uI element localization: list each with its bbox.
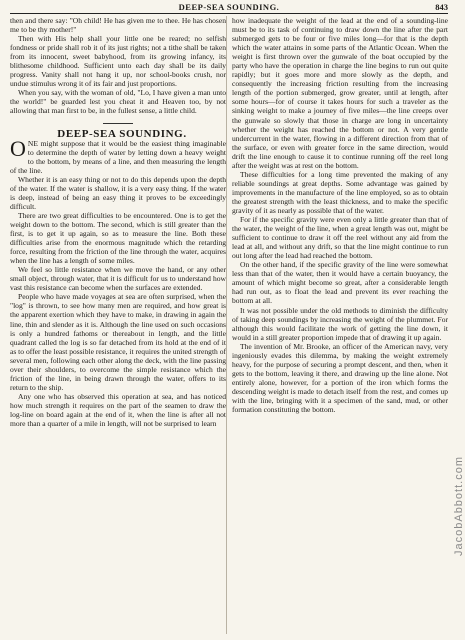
section-title: DEEP-SEA SOUNDING. (57, 127, 187, 140)
section-first-paragraph (10, 135, 226, 175)
paragraph: On the other hand, if the specific gravity of the line were somewhat less than that of the water, then it would have a certain buoyancy, the amount of which might become so great, after a considerable length had run out, as to float the lead and prevent its ever reaching the bottom at all. (232, 260, 448, 306)
paragraph: Whether it is an easy thing or not to do this depends upon the depth of the water. If the water is shallow, it is a very easy thing. If the water is deep, instead of being an easy thing it proves to be exceedingly difficult. (10, 174, 226, 211)
section-first-text: NE might suppose that it would be the easiest thing imaginable to determine the depth of water by letting down a heavy weight to the bottom, by means of a line, and then measuring the length of the line. (10, 138, 226, 175)
column-divider (226, 16, 227, 634)
paragraph: The invention of Mr. Brooke, an officer of the American navy, very ingeniously evades this dilemma, by making the weight extremely heavy, for the purpose of securing a prompt descent, and then, when it gets to the bottom, leaving it there, and drawing up the line alone. Not entirely alone, however, for a portion of the iron which forms the descending weight is made to detach itself from the rest, and comes up with the line, bringing with it a specimen of the sand, mud, or other formation constituting the bottom. (232, 341, 448, 415)
paragraph: There are two great difficulties to be encountered. One is to get the weight down to the bottom. The second, which is still greater than the first, is to get it up again, so as to measure the line. Both these difficulties arise from the enormous magnitude which the retarding force, resulting from the friction of the line through the water, acquires when the line has a length of some miles. (10, 210, 226, 266)
paragraph: For if the specific gravity were even only a little greater than that of the water, the weight of the line, when a great length was out, might be sufficient to continue to draw it off the reel without any aid from the lead at all, and without any drift, so that the line might continue to run out long after the lead had reached the bottom. (232, 215, 448, 261)
left-column (10, 16, 226, 634)
right-column (232, 16, 448, 634)
paragraph: People who have made voyages at sea are often surprised, when the "log" is thrown, to see how many men are required, and how great is the apparent exertion which they have to make, in drawing in again the line, thin and slender as it is. Although the line used on such occasions is only a hundred fathoms or thereabout in length, and the little quadrant called the log is so far detached from its hold at the end of it as to offer the least possible resistance, it requires the united strength of several men, following each other along the deck, with the line passing over their shoulders, to overcome the simple resistance which the friction of the line, in being drawn through the water, offers to its return to the ship. (10, 292, 226, 392)
section-separator (103, 123, 133, 124)
header-rule (10, 13, 448, 14)
paragraph: These difficulties for a long time prevented the making of any reliable soundings at great depths. Some advantage was gained by improvements in the manufacture of the line employed, so as to obtain the greatest strength with the least thickness, and to make the specific gravity of it as nearly as possible that of the water. (232, 169, 448, 215)
watermark (449, 390, 465, 630)
paragraph: When you say, with the woman of old, "Lo, I have given a man unto the world!" be guarded lest you cheat it and Heaven too, by not allowing that man first to be, in the fullest sense, a little child. (10, 88, 226, 116)
paragraph: It was not possible under the old methods to diminish the difficulty of taking deep soundings by increasing the weight of the plummet. For although this would facilitate the work of getting the line down, it would in a still greater proportion impede that of drawing it up again. (232, 305, 448, 342)
watermark-text: JacobAbbott.com (453, 456, 465, 556)
drop-cap: O (10, 135, 26, 161)
page-number: 843 (435, 2, 448, 12)
running-head-title: DEEP-SEA SOUNDING. (178, 2, 280, 12)
paragraph: how inadequate the weight of the lead at the end of a sounding-line must be to its task of continuing to draw down the line after the part submerged gets to be four or five miles long—for that is the depth which the water attains in some parts of the Atlantic Ocean. When the weight is first thrown over the gunwale of the boat occupied by the party who have the operation in charge the line begins to run out quite rapidly; but it goes more and more slowly as the depth, and consequently the increasing friction resulting from the increasing length of the portion submerged, grow greater, until at length, after some hours—for of course it takes hours for such a traveler as the sinking weight to make a journey of five miles—the line creeps over the gunwale so slowly that those in charge are long in uncertainty whether the weight has reached the bottom or not. A very gentle undercurrent in the water, flowing in a different direction from that of the surface, or even with greater force in the same direction, would drift the line enough to cause it to continue running off the reel long after the weight was at rest on the bottom. (232, 16, 448, 170)
paragraph: We feel so little resistance when we move the hand, or any other small object, through water, that it is difficult for us to understand how vast this resistance can become when the surfaces are extended. (10, 265, 226, 293)
paragraph: Any one who has observed this operation at sea, and has noticed how much strength it requires on the part of the seamen to draw the log-line on board again at the end of it, when the line is after all not more than a quarter of a mile in length, will not be surprised to learn (10, 391, 226, 429)
paragraph: Then with His help shall your little one be reared; no selfish fondness or pride shall rob it of its just rights; not a tithe shall be taken from its innocent, sweet babyhood, from its growing infancy, its blithesome childhood. Sufficient unto each day shall be its daily progress. Vanity shall not hang it up, nor school-books crush, nor undue stimulus wrong it of its fair and just proportions. (10, 34, 226, 89)
paragraph: then and there say: "Oh child! He has given me to thee. He has chosen me to be thy mother!" (10, 16, 226, 35)
